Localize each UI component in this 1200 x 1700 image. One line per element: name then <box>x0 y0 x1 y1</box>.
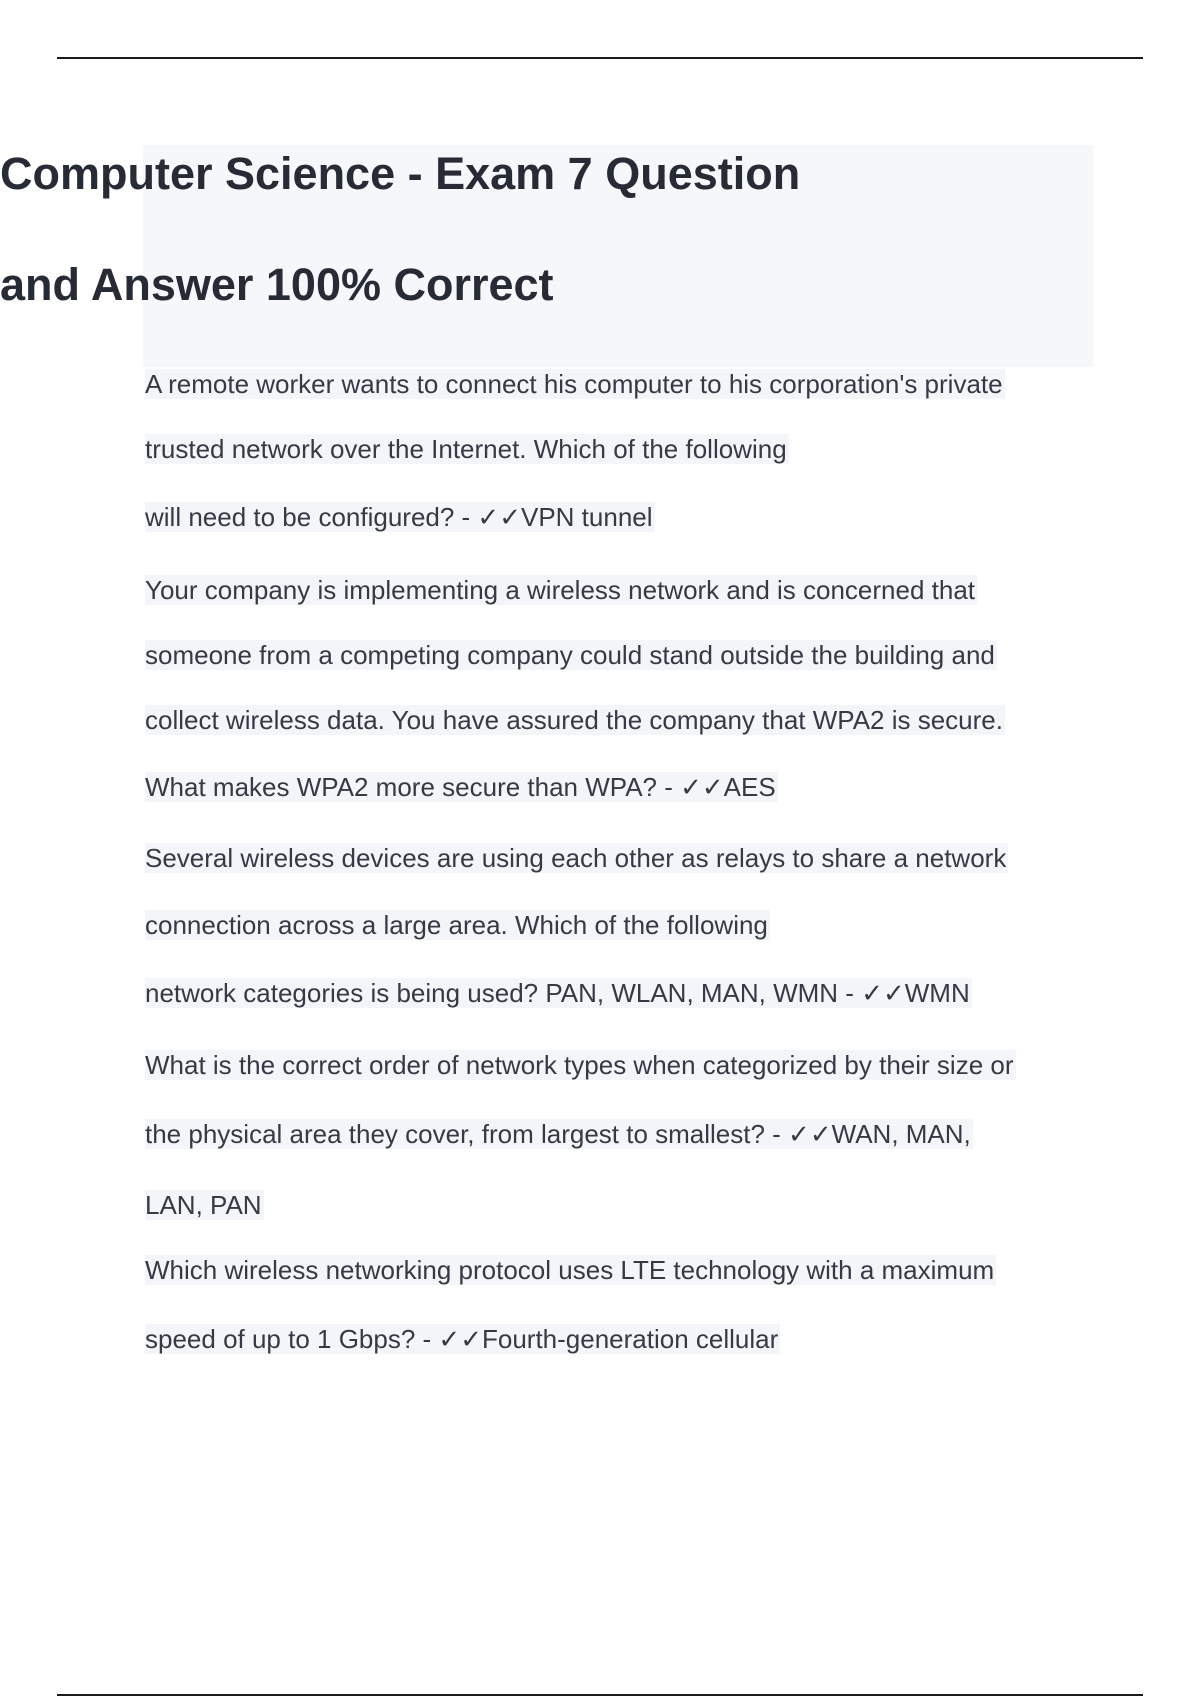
document-title-line-2: and Answer 100% Correct <box>0 259 554 310</box>
footer-rule <box>57 1694 1143 1696</box>
text-line: will need to be configured? - ✓✓VPN tunnel <box>145 502 653 532</box>
text-line: A remote worker wants to connect his computer to his corporation's private <box>145 369 1003 399</box>
text-line: Your company is implementing a wireless network and is concerned that <box>145 575 976 605</box>
document-title-line-1: Computer Science - Exam 7 Question <box>0 148 801 199</box>
header-rule <box>57 57 1143 59</box>
text-line: What makes WPA2 more secure than WPA? - ✓✓AES <box>145 772 776 802</box>
text-line: collect wireless data. You have assured the company that WPA2 is secure. <box>145 705 1003 735</box>
text-line: network categories is being used? PAN, WLAN, MAN, WMN - ✓✓WMN <box>145 978 970 1008</box>
text-line: trusted network over the Internet. Which of the following <box>145 434 787 464</box>
text-line: LAN, PAN <box>145 1190 262 1220</box>
text-line: speed of up to 1 Gbps? - ✓✓Fourth-generation cellular <box>145 1324 779 1354</box>
text-line: Several wireless devices are using each other as relays to share a network <box>145 843 1007 873</box>
text-line: Which wireless networking protocol uses LTE technology with a maximum <box>145 1255 995 1285</box>
text-line: someone from a competing company could stand outside the building and <box>145 640 995 670</box>
text-line: connection across a large area. Which of the following <box>145 910 768 940</box>
text-line: the physical area they cover, from largest to smallest? - ✓✓WAN, MAN, <box>145 1119 971 1149</box>
text-line: What is the correct order of network types when categorized by their size or <box>145 1050 1014 1080</box>
